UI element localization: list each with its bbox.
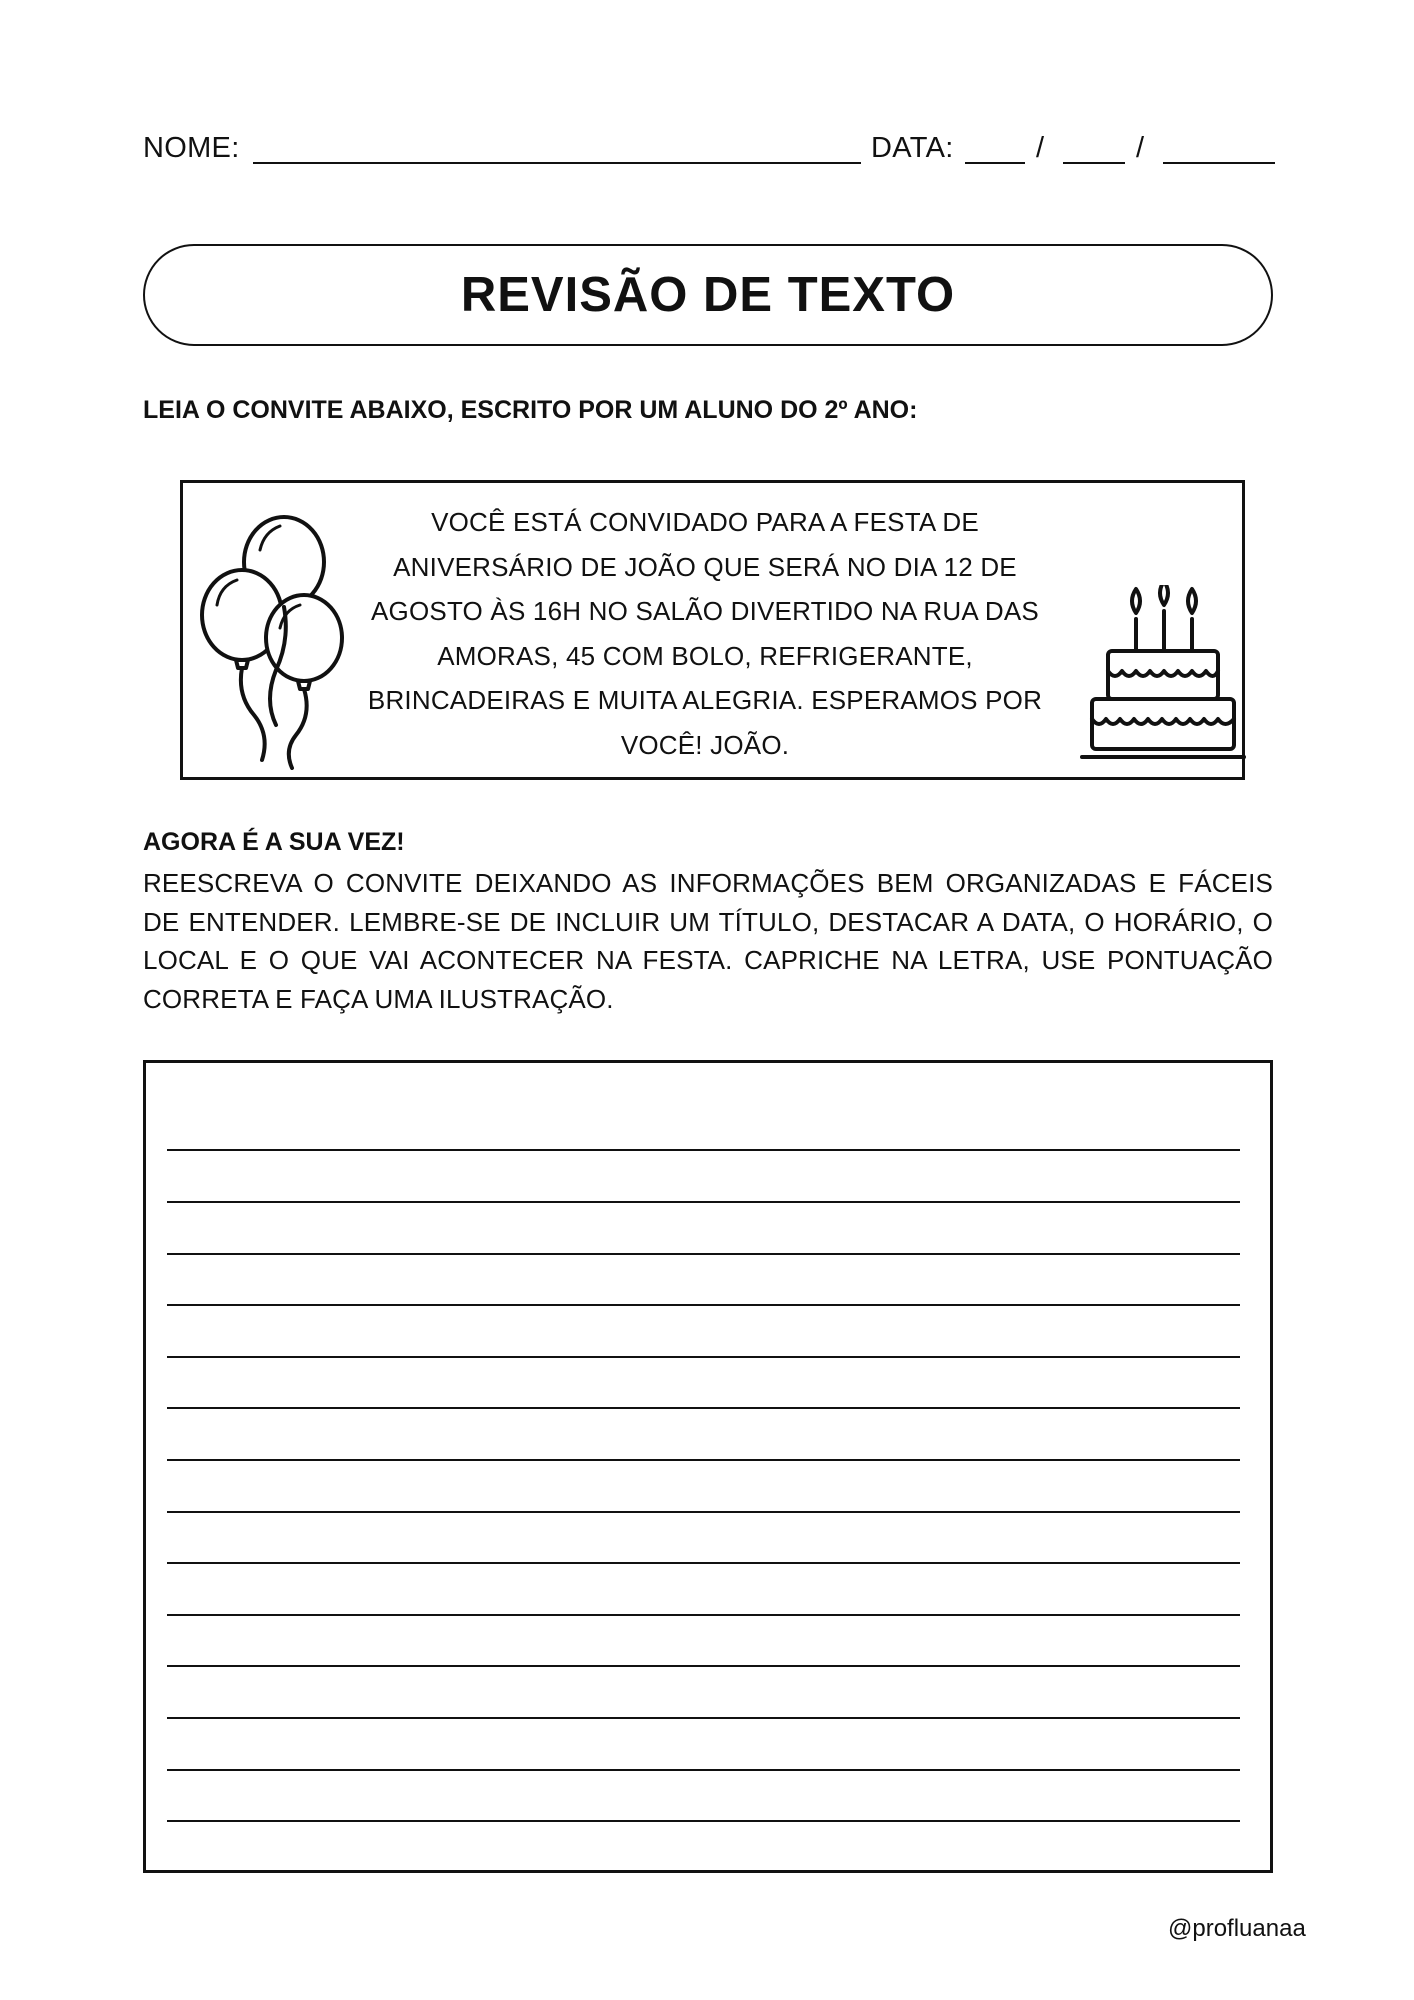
reading-instruction: LEIA O CONVITE ABAIXO, ESCRITO POR UM ALUNO DO 2º ANO:: [143, 396, 918, 424]
date-separator: /: [1036, 132, 1045, 164]
writing-line[interactable]: [167, 1614, 1240, 1616]
date-year-field[interactable]: [1163, 162, 1275, 164]
writing-line[interactable]: [167, 1253, 1240, 1255]
date-label: DATA:: [871, 132, 954, 164]
date-month-field[interactable]: [1063, 162, 1125, 164]
task-instructions: REESCREVA O CONVITE DEIXANDO AS INFORMAÇÕES BEM ORGANIZADAS E FÁCEIS DE ENTENDER. LEMBRE-SE DE INCLUIR UM TÍTULO, DESTACAR A DATA, O HORÁRIO, O LOCAL E O QUE VAI ACONTECER NA FESTA. CAPRICHE NA LETRA, USE PONTUAÇÃO CORRETA E FAÇA UMA ILUSTRAÇÃO.: [143, 868, 1273, 1014]
writing-line[interactable]: [167, 1407, 1240, 1409]
invitation-line: AGOSTO ÀS 16H NO SALÃO DIVERTIDO NA RUA DAS: [371, 596, 1039, 626]
balloons-icon: [192, 510, 352, 775]
author-credit: @profluanaa: [1168, 1915, 1306, 1942]
writing-line[interactable]: [167, 1356, 1240, 1358]
invitation-line: BRINCADEIRAS E MUITA ALEGRIA. ESPERAMOS POR: [367, 685, 1043, 715]
writing-box[interactable]: [143, 1060, 1273, 1873]
writing-line[interactable]: [167, 1562, 1240, 1564]
writing-line[interactable]: [167, 1511, 1240, 1513]
writing-line[interactable]: [167, 1201, 1240, 1203]
writing-line[interactable]: [167, 1665, 1240, 1667]
invitation-line: AMORAS, 45 COM BOLO, REFRIGERANTE,: [437, 640, 973, 671]
birthday-cake-icon: [1078, 585, 1248, 770]
title-banner: [143, 244, 1273, 346]
writing-line[interactable]: [167, 1820, 1240, 1822]
writing-line[interactable]: [167, 1459, 1240, 1461]
invitation-line: VOCÊ! JOÃO.: [620, 729, 790, 760]
writing-line[interactable]: [167, 1717, 1240, 1719]
name-field[interactable]: [253, 162, 861, 164]
header-row: [143, 132, 1278, 172]
page-title: REVISÃO DE TEXTO: [460, 268, 956, 322]
writing-line[interactable]: [167, 1769, 1240, 1771]
date-day-field[interactable]: [965, 162, 1025, 164]
invitation-line: ANIVERSÁRIO DE JOÃO QUE SERÁ NO DIA 12 DE: [393, 551, 1017, 582]
invitation-text: [340, 500, 1070, 767]
writing-line[interactable]: [167, 1149, 1240, 1151]
writing-line[interactable]: [167, 1304, 1240, 1306]
invitation-line: VOCÊ ESTÁ CONVIDADO PARA A FESTA DE: [431, 507, 979, 537]
task-title: AGORA É A SUA VEZ!: [143, 828, 405, 856]
name-label: NOME:: [143, 132, 240, 164]
date-separator: /: [1136, 132, 1145, 164]
